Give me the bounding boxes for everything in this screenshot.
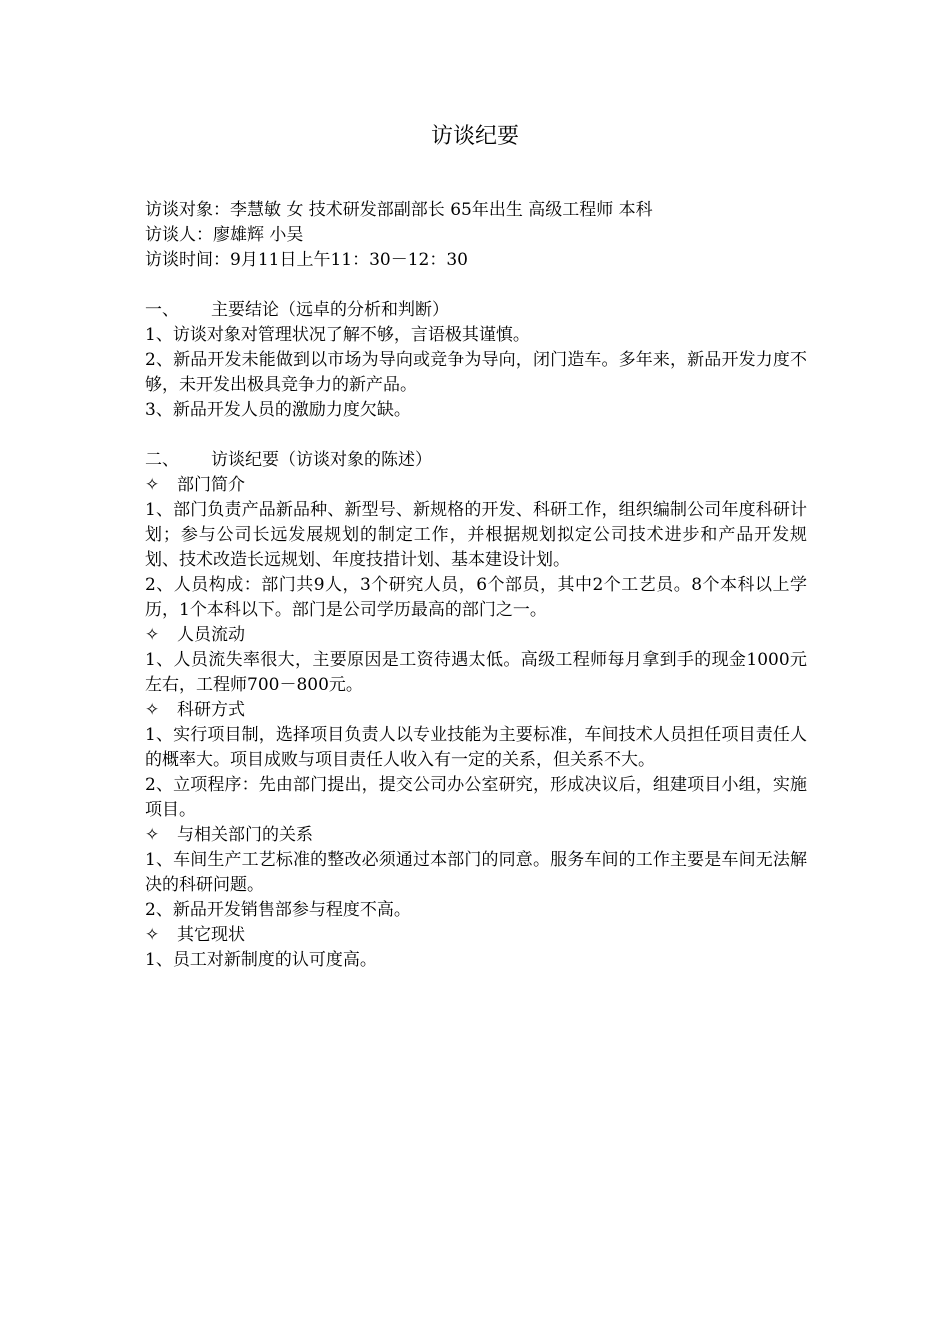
diamond-bullet-icon: ✧ (145, 925, 160, 945)
subheading-other-status: ✧ 其它现状 (145, 923, 807, 948)
section1-heading (145, 298, 807, 323)
list-item: 1、部门负责产品新品种、新型号、新规格的开发、科研工作，组织编制公司年度科研计划；参与公司长远发展规划的制定工作，并根据规划拟定公司技术进步和产品开发规划、技术改造长远规划、年度技措计划、基本建设计划。 (145, 500, 807, 570)
list-item: 1、员工对新制度的认可度高。 (145, 950, 377, 970)
list-item: 3、新品开发人员的激励力度欠缺。 (145, 400, 411, 420)
section2-title: 访谈纪要（访谈对象的陈述） (211, 450, 432, 470)
list-item: 2、人员构成：部门共9人，3个研究人员，6个部员，其中2个工艺员。8个本科以上学历，1个本科以下。部门是公司学历最高的部门之一。 (145, 575, 807, 620)
section2-number: 二、 (145, 450, 179, 470)
document-body (145, 198, 807, 973)
interview-time: 访谈时间：9月11日上午11：30－12：30 (145, 250, 468, 270)
list-item: 1、车间生产工艺标准的整改必须通过本部门的同意。服务车间的工作主要是车间无法解决的科研问题。 (145, 850, 807, 895)
subheading-research-method: ✧ 科研方式 (145, 698, 807, 723)
diamond-bullet-icon: ✧ (145, 825, 160, 845)
list-item: 1、实行项目制，选择项目负责人以专业技能为主要标准，车间技术人员担任项目责任人的概率大。项目成败与项目责任人收入有一定的关系，但关系不大。 (145, 725, 807, 770)
diamond-bullet-icon: ✧ (145, 625, 160, 645)
subheading-department-intro: ✧ 部门简介 (145, 473, 807, 498)
document-title: 访谈纪要 (430, 124, 519, 149)
section1-number: 一、 (145, 300, 179, 320)
interview-subject: 访谈对象：李慧敏 女 技术研发部副部长 65年出生 高级工程师 本科 (145, 200, 653, 220)
list-item: 2、新品开发未能做到以市场为导向或竞争为导向，闭门造车。多年来，新品开发力度不够，未开发出极具竞争力的新产品。 (145, 350, 807, 395)
section2-heading (145, 448, 807, 473)
interviewer: 访谈人：廖雄辉 小吴 (145, 225, 304, 245)
subheading-related-departments: ✧ 与相关部门的关系 (145, 823, 807, 848)
diamond-bullet-icon: ✧ (145, 700, 160, 720)
subheading-staff-turnover: ✧ 人员流动 (145, 623, 807, 648)
list-item: 2、立项程序：先由部门提出，提交公司办公室研究，形成决议后，组建项目小组，实施项目。 (145, 775, 807, 820)
section1-title: 主要结论（远卓的分析和判断） (211, 300, 449, 320)
list-item: 2、新品开发销售部参与程度不高。 (145, 900, 411, 920)
diamond-bullet-icon: ✧ (145, 475, 160, 495)
list-item: 1、访谈对象对管理状况了解不够，言语极其谨慎。 (145, 325, 530, 345)
list-item: 1、人员流失率很大，主要原因是工资待遇太低。高级工程师每月拿到手的现金1000元左右，工程师700－800元。 (145, 650, 807, 695)
